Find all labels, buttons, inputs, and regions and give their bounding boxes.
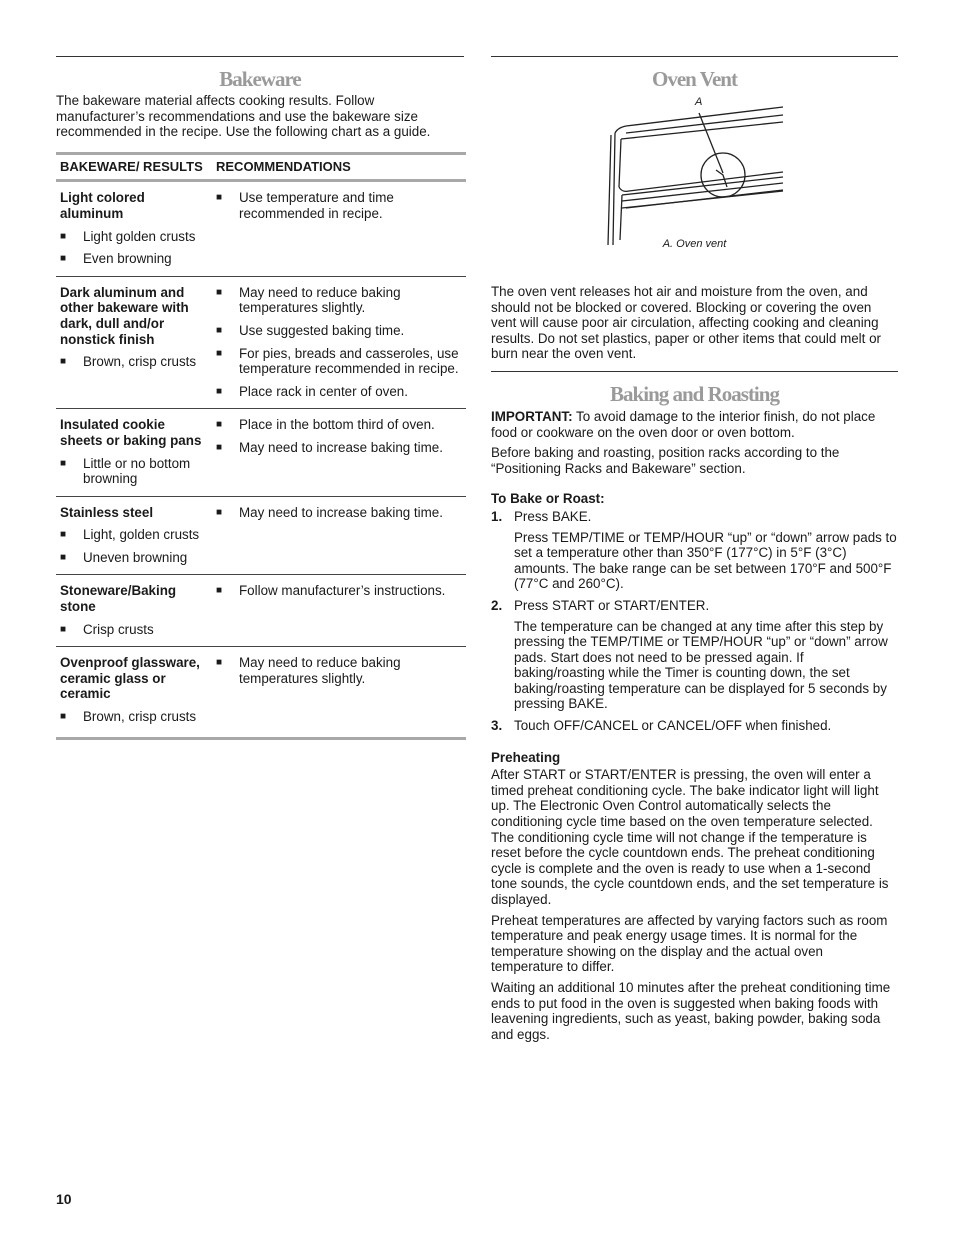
- bakeware-name: Stoneware/Baking stone: [60, 583, 177, 615]
- step-text: Press START or START/ENTER.: [514, 597, 710, 613]
- step-text: The temperature can be changed at any time after this step by pressing the TEMP/TIME or TEMP/HOUR “up” or “down” arrow pads. Start does not need to be pressed again. If baking/roasting while the Timer is counting down, the set baking/roasting temperature can be displayed for 5 seconds by pressing BAKE.: [514, 618, 888, 712]
- recommendation-item: ■ May need to reduce baking temperatures slightly.: [216, 655, 462, 686]
- section-divider: [491, 56, 898, 57]
- step-text: Touch OFF/CANCEL or CANCEL/OFF when finished.: [514, 718, 832, 734]
- result-item: ■ Brown, crisp crusts: [60, 709, 208, 725]
- before-baking-text: Before baking and roasting, position racks according to the “Positioning Racks and Bakeware” section.: [491, 445, 840, 476]
- preheating-heading: Preheating: [491, 749, 561, 765]
- step-number: 1.: [491, 508, 503, 524]
- step-text: Press BAKE.: [514, 508, 592, 524]
- recommendation-item: ■ Use suggested baking time.: [216, 323, 462, 339]
- step-text: Press TEMP/TIME or TEMP/HOUR “up” or “down” arrow pads to set a temperature other than 350°F (177°C) in 5°F (3°C) amounts. The bake range can be set between 170°F and 500°F (77°C and 260°C).: [514, 529, 897, 592]
- recommendation-item: ■ May need to reduce baking temperatures slightly.: [216, 285, 462, 316]
- recommendation-item: ■ Place in the bottom third of oven.: [216, 417, 462, 433]
- bakeware-cell: [56, 181, 212, 276]
- recommendations-cell: [212, 496, 466, 575]
- bakeware-cell: [56, 647, 212, 738]
- table-row: [56, 409, 466, 496]
- section-divider: [491, 371, 898, 406]
- bakeware-title: Bakeware: [219, 67, 301, 91]
- result-item: ■ Light, golden crusts: [60, 527, 208, 543]
- important-text: To avoid damage to the interior finish, do not place food or cookware on the oven door or oven bottom.: [491, 408, 876, 440]
- recommendations-cell: [212, 409, 466, 496]
- oven-vent-figure: [491, 95, 898, 255]
- bakeware-name: Light colored aluminum: [60, 190, 145, 221]
- recommendations-cell: [212, 575, 466, 647]
- result-item: ■ Little or no bottom browning: [60, 456, 208, 487]
- important-note: [491, 409, 898, 440]
- baking-title: Baking and Roasting: [610, 381, 779, 406]
- table-row: [56, 276, 466, 409]
- important-label: IMPORTANT:: [491, 408, 573, 424]
- bake-step: [491, 718, 898, 734]
- recommendation-item: ■ For pies, breads and casseroles, use temperature recommended in recipe.: [216, 346, 462, 377]
- preheating-paragraph: After START or START/ENTER is pressing, the oven will enter a timed preheat conditioning cycle. The bake indicator light will light up. The Electronic Oven Control automatically selects the conditioning cycle time based on the oven temperature selected. The conditioning cycle time will not change if the temperature is reset before the cycle countdown ends. The preheat conditioning cycle is complete and the oven is ready to use when a 1-second tone sounds, the cycle countdown ends, and the set temperature is displayed.: [491, 767, 889, 907]
- oven-vent-text: The oven vent releases hot air and moisture from the oven, and should not be blocked or covered. Blocking or covering the oven vent will cause poor air circulation, affecting cooking and cleaning results. Do not set plastics, paper or other items that could melt or burn near the oven vent.: [491, 284, 881, 362]
- result-item: ■ Crisp crusts: [60, 622, 208, 638]
- bakeware-cell: [56, 409, 212, 496]
- result-item: ■ Brown, crisp crusts: [60, 354, 208, 370]
- bakeware-name: Ovenproof glassware, ceramic glass or ceramic: [60, 655, 200, 702]
- bakeware-cell: [56, 575, 212, 647]
- column-header-recommendations: RECOMMENDATIONS: [212, 153, 466, 181]
- bakeware-cell: [56, 496, 212, 575]
- table-row: [56, 575, 466, 647]
- recommendations-cell: [212, 647, 466, 738]
- page-number: 10: [56, 1191, 72, 1207]
- preheating-paragraph: Waiting an additional 10 minutes after the preheat conditioning time ends to put food in the oven is suggested when baking foods with leavening ingredients, such as yeast, baking powder, baking soda and eggs.: [491, 979, 891, 1042]
- preheating-paragraph: Preheat temperatures are affected by varying factors such as room temperature and peak energy usage times. It is normal for the temperature showing on the display and the actual oven temperature to differ.: [491, 912, 888, 975]
- result-item: ■ Uneven browning: [60, 550, 208, 566]
- oven-vent-title: Oven Vent: [652, 67, 737, 91]
- section-divider: [56, 56, 464, 57]
- bakeware-intro: The bakeware material affects cooking results. Follow manufacturer’s recommendations and use the bakeware size recommended in the recipe. Use the following chart as a guide.: [56, 93, 431, 140]
- table-row: [56, 647, 466, 738]
- result-item: ■ Light golden crusts: [60, 229, 208, 245]
- right-column: [491, 56, 898, 1042]
- bake-steps: [491, 509, 898, 734]
- bakeware-section: [56, 56, 464, 740]
- recommendation-item: ■ May need to increase baking time.: [216, 505, 462, 521]
- column-header-bakeware: BAKEWARE/ RESULTS: [56, 153, 212, 181]
- recommendation-item: ■ Use temperature and time recommended in recipe.: [216, 190, 462, 221]
- bakeware-table: [56, 152, 466, 740]
- table-header-row: [56, 153, 466, 181]
- step-number: 2.: [491, 597, 503, 613]
- oven-vent-illustration: [491, 95, 898, 255]
- recommendation-item: ■ May need to increase baking time.: [216, 440, 462, 456]
- result-item: ■ Even browning: [60, 251, 208, 267]
- figure-caption: A. Oven vent: [662, 238, 727, 250]
- bakeware-name: Stainless steel: [60, 504, 154, 520]
- recommendations-cell: [212, 276, 466, 409]
- recommendation-item: ■ Place rack in center of oven.: [216, 384, 462, 400]
- to-bake-heading: To Bake or Roast:: [491, 491, 605, 507]
- step-number: 3.: [491, 718, 503, 734]
- table-row: [56, 181, 466, 276]
- bake-step: [491, 598, 898, 712]
- recommendations-cell: [212, 181, 466, 276]
- recommendation-item: ■ Follow manufacturer’s instructions.: [216, 583, 462, 599]
- preheating-text: [491, 767, 898, 1042]
- figure-label-a: A: [695, 96, 703, 108]
- table-row: [56, 496, 466, 575]
- bakeware-name: Dark aluminum and other bakeware with dark, dull and/or nonstick finish: [60, 284, 189, 347]
- bake-step: [491, 509, 898, 592]
- bakeware-cell: [56, 276, 212, 409]
- bakeware-name: Insulated cookie sheets or baking pans: [60, 417, 202, 448]
